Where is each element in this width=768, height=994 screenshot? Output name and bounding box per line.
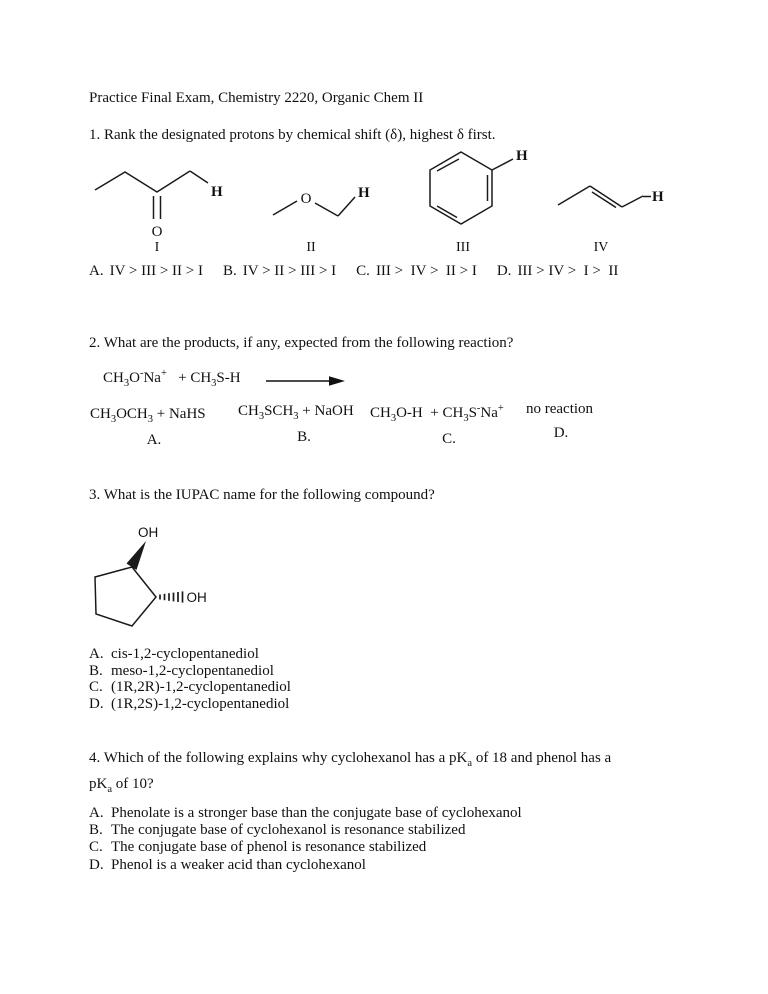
structure-I-H-label: H [211,184,223,200]
q4-option-a-text: Phenolate is a stronger base than the conjugate base of cyclohexanol [111,805,522,821]
oh-right-label: OH [186,590,207,605]
q3-option-a-letter: A. [89,646,104,662]
q1-option-d [497,263,619,280]
q2-option-d [526,401,596,442]
question-4-prompt [89,748,689,800]
q3-option-a [89,646,291,663]
q3-option-b [89,663,291,680]
wedge-bond [127,541,147,570]
q2-option-d-letter: D. [553,425,569,441]
q1-option-a [89,263,203,280]
q4-option-b-text: The conjugate base of cyclohexanol is resonance stabilized [111,822,466,839]
q2-option-a [90,406,218,449]
structure-III-numeral: III [456,240,470,255]
q1-option-c-letter: C. [356,263,370,279]
q4-option-b-letter: B. [89,822,103,839]
question-3-prompt: 3. What is the IUPAC name for the following compound? [89,487,435,503]
question-1-structures-figure [85,143,685,258]
q2-option-c [370,403,528,448]
q2-option-b [238,403,370,446]
structure-III-benzene [430,148,528,255]
q1-option-b-text: IV > II > III > I [242,263,337,279]
structure-III-H-label: H [516,148,528,164]
q2-option-d-formula: no reaction [526,401,594,417]
exam-title: Practice Final Exam, Chemistry 2220, Organic Chem II [89,90,424,106]
question-1-prompt: 1. Rank the designated protons by chemical shift (δ), highest δ first. [89,127,496,143]
q2-option-c-formula: $CH_3O-H + CH_3S^-Na^+$ [370,403,504,424]
q1-option-d-text: III > IV > I > II [517,263,619,279]
q2-option-b-formula: $CH_3SCH_3$ + NaOH [238,403,354,422]
hashed-bond [160,591,183,602]
oh-top-label: OH [138,525,159,540]
q4-option-b [89,822,522,839]
structure-IV-numeral: IV [593,240,609,255]
q1-option-c-text: III > IV > II > I [375,263,477,279]
structure-I-numeral: I [154,240,160,255]
q4-option-d-letter: D. [89,856,104,873]
q3-option-c [89,679,291,696]
q1-option-b-letter: B. [223,263,237,279]
q1-option-b [223,263,336,280]
q3-option-c-text: (1R,2R)-1,2-cyclopentanediol [111,679,291,696]
q4-option-c [89,839,522,856]
structure-cyclopentanediol [95,525,207,626]
question-2-prompt: 2. What are the products, if any, expected from the following reaction? [89,335,514,351]
structure-II-ether [273,185,370,255]
q2-option-b-letter: B. [297,429,311,445]
q3-option-d-text: (1R,2S)-1,2-cyclopentanediol [111,695,290,712]
question-3-structure-figure [85,515,245,645]
q2-option-a-letter: A. [146,432,162,448]
q4-option-c-letter: C. [89,839,103,856]
q3-option-b-letter: B. [89,662,103,679]
structure-I-O-label: O [151,224,163,240]
q1-option-d-letter: D. [496,263,512,279]
q2-option-a-formula: $CH_3OCH_3$ + NaHS [90,406,206,425]
q4-prompt-line-2: $pK_a$ of 10? [89,776,154,795]
structure-IV-alkene [558,186,664,255]
q3-option-a-text: cis-1,2-cyclopentanediol [111,646,259,662]
q3-option-d-letter: D. [89,695,104,712]
question-3-options [89,646,291,712]
structure-II-numeral: II [306,240,316,255]
q1-option-a-letter: A. [89,263,104,279]
q4-option-d [89,857,522,874]
question-4-options [89,805,522,874]
q3-option-c-letter: C. [89,679,103,696]
q4-option-a-letter: A. [89,805,104,821]
q4-option-a [89,805,522,822]
q3-option-b-text: meso-1,2-cyclopentanediol [111,662,274,679]
q4-option-c-text: The conjugate base of phenol is resonance stabilized [111,839,427,856]
reaction-arrow-icon [266,374,346,388]
structure-II-O-label: O [300,191,312,207]
structure-I-ketone [95,171,223,255]
question-1-options [89,263,618,280]
q2-option-c-letter: C. [442,431,456,447]
structure-II-H-label: H [358,185,370,201]
q4-prompt-line-1: 4. Which of the following explains why cyclohexanol has a $pK_a$ of 18 and phenol has a [89,750,612,769]
q2-reactants-formula: $CH_3O^-Na^+ + CH_3S-H$ [103,368,241,389]
q4-option-d-text: Phenol is a weaker acid than cyclohexanol [111,856,366,873]
q1-option-a-text: IV > III > II > I [109,263,203,279]
q1-option-c [356,263,477,280]
q3-option-d [89,696,291,713]
structure-IV-H-label: H [652,189,664,205]
